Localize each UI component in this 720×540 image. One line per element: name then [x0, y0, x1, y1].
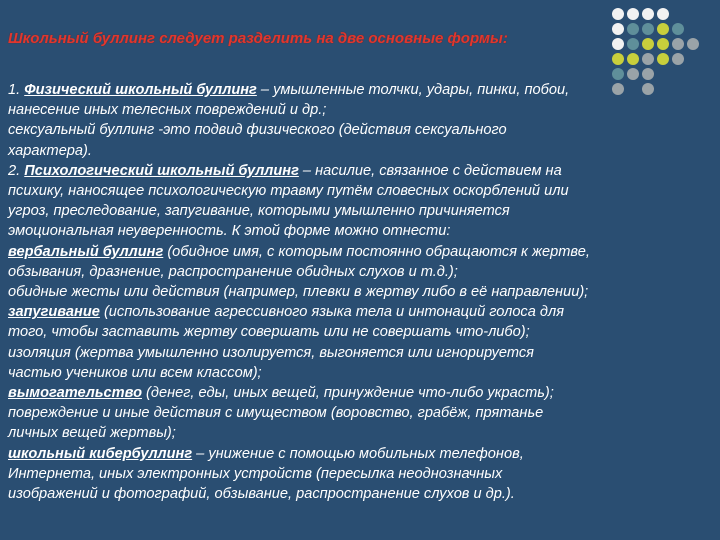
line-text: (денег, еды, иных вещей, принуждение что-либо украсть); — [141, 385, 554, 402]
decorative-dot — [657, 68, 669, 80]
term-heading: вымогательство — [8, 385, 142, 402]
line-text: обзывания, дразнение, распространение обидных слухов и т.д.); — [8, 263, 458, 280]
decorative-dot — [687, 53, 699, 65]
decorative-dot — [672, 53, 684, 65]
text-line — [8, 161, 720, 181]
decorative-dot — [627, 8, 639, 20]
text-line — [8, 242, 720, 262]
slide-title: Школьный буллинг следует разделить на две основные формы: — [8, 30, 508, 47]
decorative-dot — [672, 68, 684, 80]
line-text: того, чтобы заставить жертву совершать или не совершать что-либо); — [8, 324, 530, 341]
text-line — [8, 403, 720, 423]
text-line — [8, 322, 720, 342]
text-line — [8, 120, 720, 140]
line-text: эмоциональная неуверенность. К этой форме можно отнести: — [8, 223, 451, 240]
text-line — [8, 383, 720, 403]
decorative-dot — [612, 68, 624, 80]
term-heading: запугивание — [8, 304, 100, 321]
decorative-dot — [642, 53, 654, 65]
line-text: сексуальный буллинг -это подвид физического (действия сексуального — [8, 122, 507, 139]
text-line — [8, 221, 720, 241]
decorative-dot — [657, 8, 669, 20]
line-text: психику, наносящее психологическую травму путём словесных оскорблений или — [8, 183, 569, 200]
text-line — [8, 141, 720, 161]
line-text: личных вещей жертвы); — [8, 425, 176, 442]
decorative-dot — [612, 53, 624, 65]
line-text: – унижение с помощью мобильных телефонов, — [192, 445, 524, 462]
text-line — [8, 181, 720, 201]
decorative-dot — [627, 68, 639, 80]
line-text: нанесение иных телесных повреждений и др.; — [8, 102, 327, 119]
text-line — [8, 444, 720, 464]
line-text: характера). — [8, 142, 92, 159]
text-line — [8, 302, 720, 322]
line-text: изображений и фотографий, обзывание, распространение слухов и др.). — [8, 486, 515, 503]
text-line — [8, 423, 720, 443]
text-line — [8, 201, 720, 221]
term-heading: Психологический школьный буллинг — [24, 162, 299, 179]
line-text: Интернета, иных электронных устройств (пересылка неоднозначных — [8, 465, 503, 482]
decorative-dot — [687, 8, 699, 20]
term-heading: школьный кибербуллинг — [8, 445, 193, 462]
text-line — [8, 282, 720, 302]
decorative-dot — [642, 68, 654, 80]
term-heading: Физический школьный буллинг — [24, 82, 257, 98]
decorative-dot — [672, 8, 684, 20]
line-text: угроз, преследование, запугивание, которыми умышленно причиняется — [8, 203, 510, 220]
line-text: (использование агрессивного языка тела и интонаций голоса для — [99, 304, 564, 321]
slide-body — [8, 80, 720, 504]
line-prefix: 2. — [8, 162, 25, 179]
decorative-dot — [687, 68, 699, 80]
line-text: – насилие, связанное с действием на — [298, 162, 562, 179]
text-line — [8, 363, 720, 383]
term-heading: вербальный буллинг — [8, 243, 164, 260]
decorative-dot — [612, 8, 624, 20]
line-text: – умышленные толчки, удары, пинки, побои, — [256, 82, 570, 98]
text-line — [8, 484, 720, 504]
line-text: частью учеников или всем классом); — [8, 364, 262, 381]
decorative-dot — [627, 53, 639, 65]
line-text: изоляция (жертва умышленно изолируется, выгоняется или игнорируется — [8, 344, 534, 361]
text-line — [8, 80, 720, 100]
text-line — [8, 100, 720, 120]
text-line — [8, 464, 720, 484]
line-prefix: 1. — [8, 82, 25, 98]
decorative-dot — [642, 8, 654, 20]
line-text: обидные жесты или действия (например, плевки в жертву либо в её направлении); — [8, 284, 589, 301]
text-line — [8, 262, 720, 282]
decorative-dot — [657, 53, 669, 65]
text-line — [8, 343, 720, 363]
line-text: повреждение и иные действия с имуществом (воровство, грабёж, прятанье — [8, 405, 544, 422]
line-text: (обидное имя, с которым постоянно обращаются к жертве, — [163, 243, 590, 260]
